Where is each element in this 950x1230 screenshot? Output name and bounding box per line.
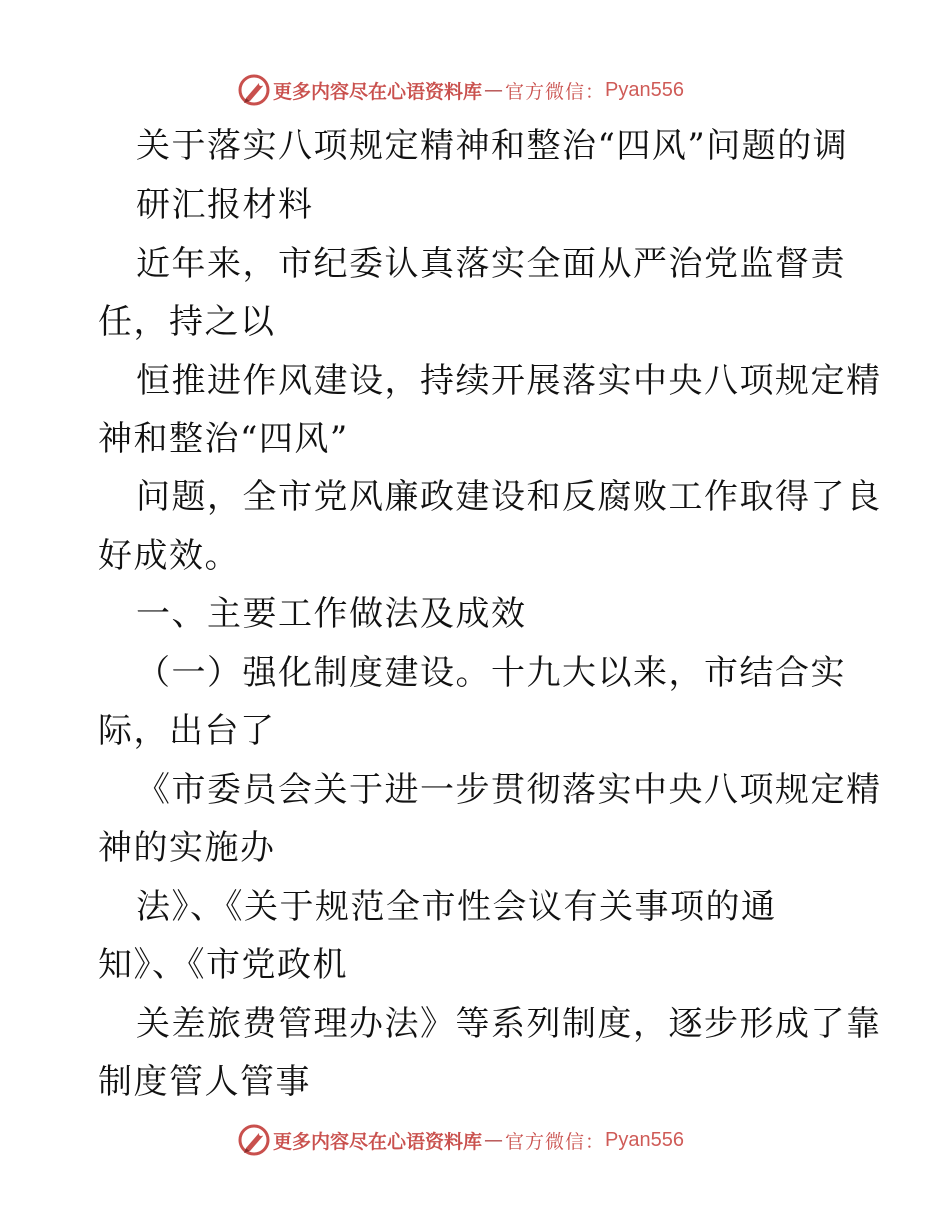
- paragraph-line: 神的实施办: [98, 828, 276, 868]
- document-title-line-1: 关于落实八项规定精神和整治“四风”问题的调: [136, 126, 849, 166]
- paragraph-line: 关差旅费管理办法》等系列制度，逐步形成了靠: [136, 1004, 882, 1044]
- paragraph-line: 制度管人管事: [98, 1062, 311, 1102]
- watermark-wechat-label: 官方微信：: [505, 1130, 606, 1153]
- header-watermark: [237, 72, 684, 108]
- paragraph-line: 近年来，市纪委认真落实全面从严治党监督责: [136, 244, 846, 284]
- paragraph-line: （一）强化制度建设。十九大以来，市结合实: [136, 653, 846, 693]
- section-heading: 一、主要工作做法及成效: [136, 594, 527, 634]
- watermark-wechat-label: 官方微信：: [505, 80, 606, 103]
- watermark-site-text: 更多内容尽在心语资料库: [273, 80, 483, 103]
- watermark-wechat-id: Pyan556: [605, 78, 684, 101]
- paragraph-line: 好成效。: [98, 536, 240, 576]
- pen-logo-icon: [237, 1123, 271, 1157]
- pen-logo-icon: [237, 73, 271, 107]
- paragraph-line: 神和整治“四风”: [98, 419, 349, 459]
- paragraph-line: 际，出台了: [98, 711, 276, 751]
- paragraph-line: 恒推进作风建设，持续开展落实中央八项规定精: [136, 361, 882, 401]
- paragraph-line: 《市委员会关于进一步贯彻落实中央八项规定精: [136, 770, 882, 810]
- paragraph-line: 任，持之以: [98, 302, 276, 342]
- watermark-dash: —: [484, 79, 504, 101]
- document-title-line-2: 研汇报材料: [136, 185, 314, 225]
- watermark-wechat-id: Pyan556: [605, 1128, 684, 1151]
- paragraph-line: 问题，全市党风廉政建设和反腐败工作取得了良: [136, 477, 882, 517]
- watermark-site-text: 更多内容尽在心语资料库: [273, 1130, 483, 1153]
- paragraph-line: 法》、《关于规范全市性会议有关事项的通: [136, 887, 777, 927]
- paragraph-line: 知》、《市党政机: [98, 945, 348, 985]
- watermark-dash: —: [484, 1129, 504, 1151]
- footer-watermark: [237, 1122, 684, 1158]
